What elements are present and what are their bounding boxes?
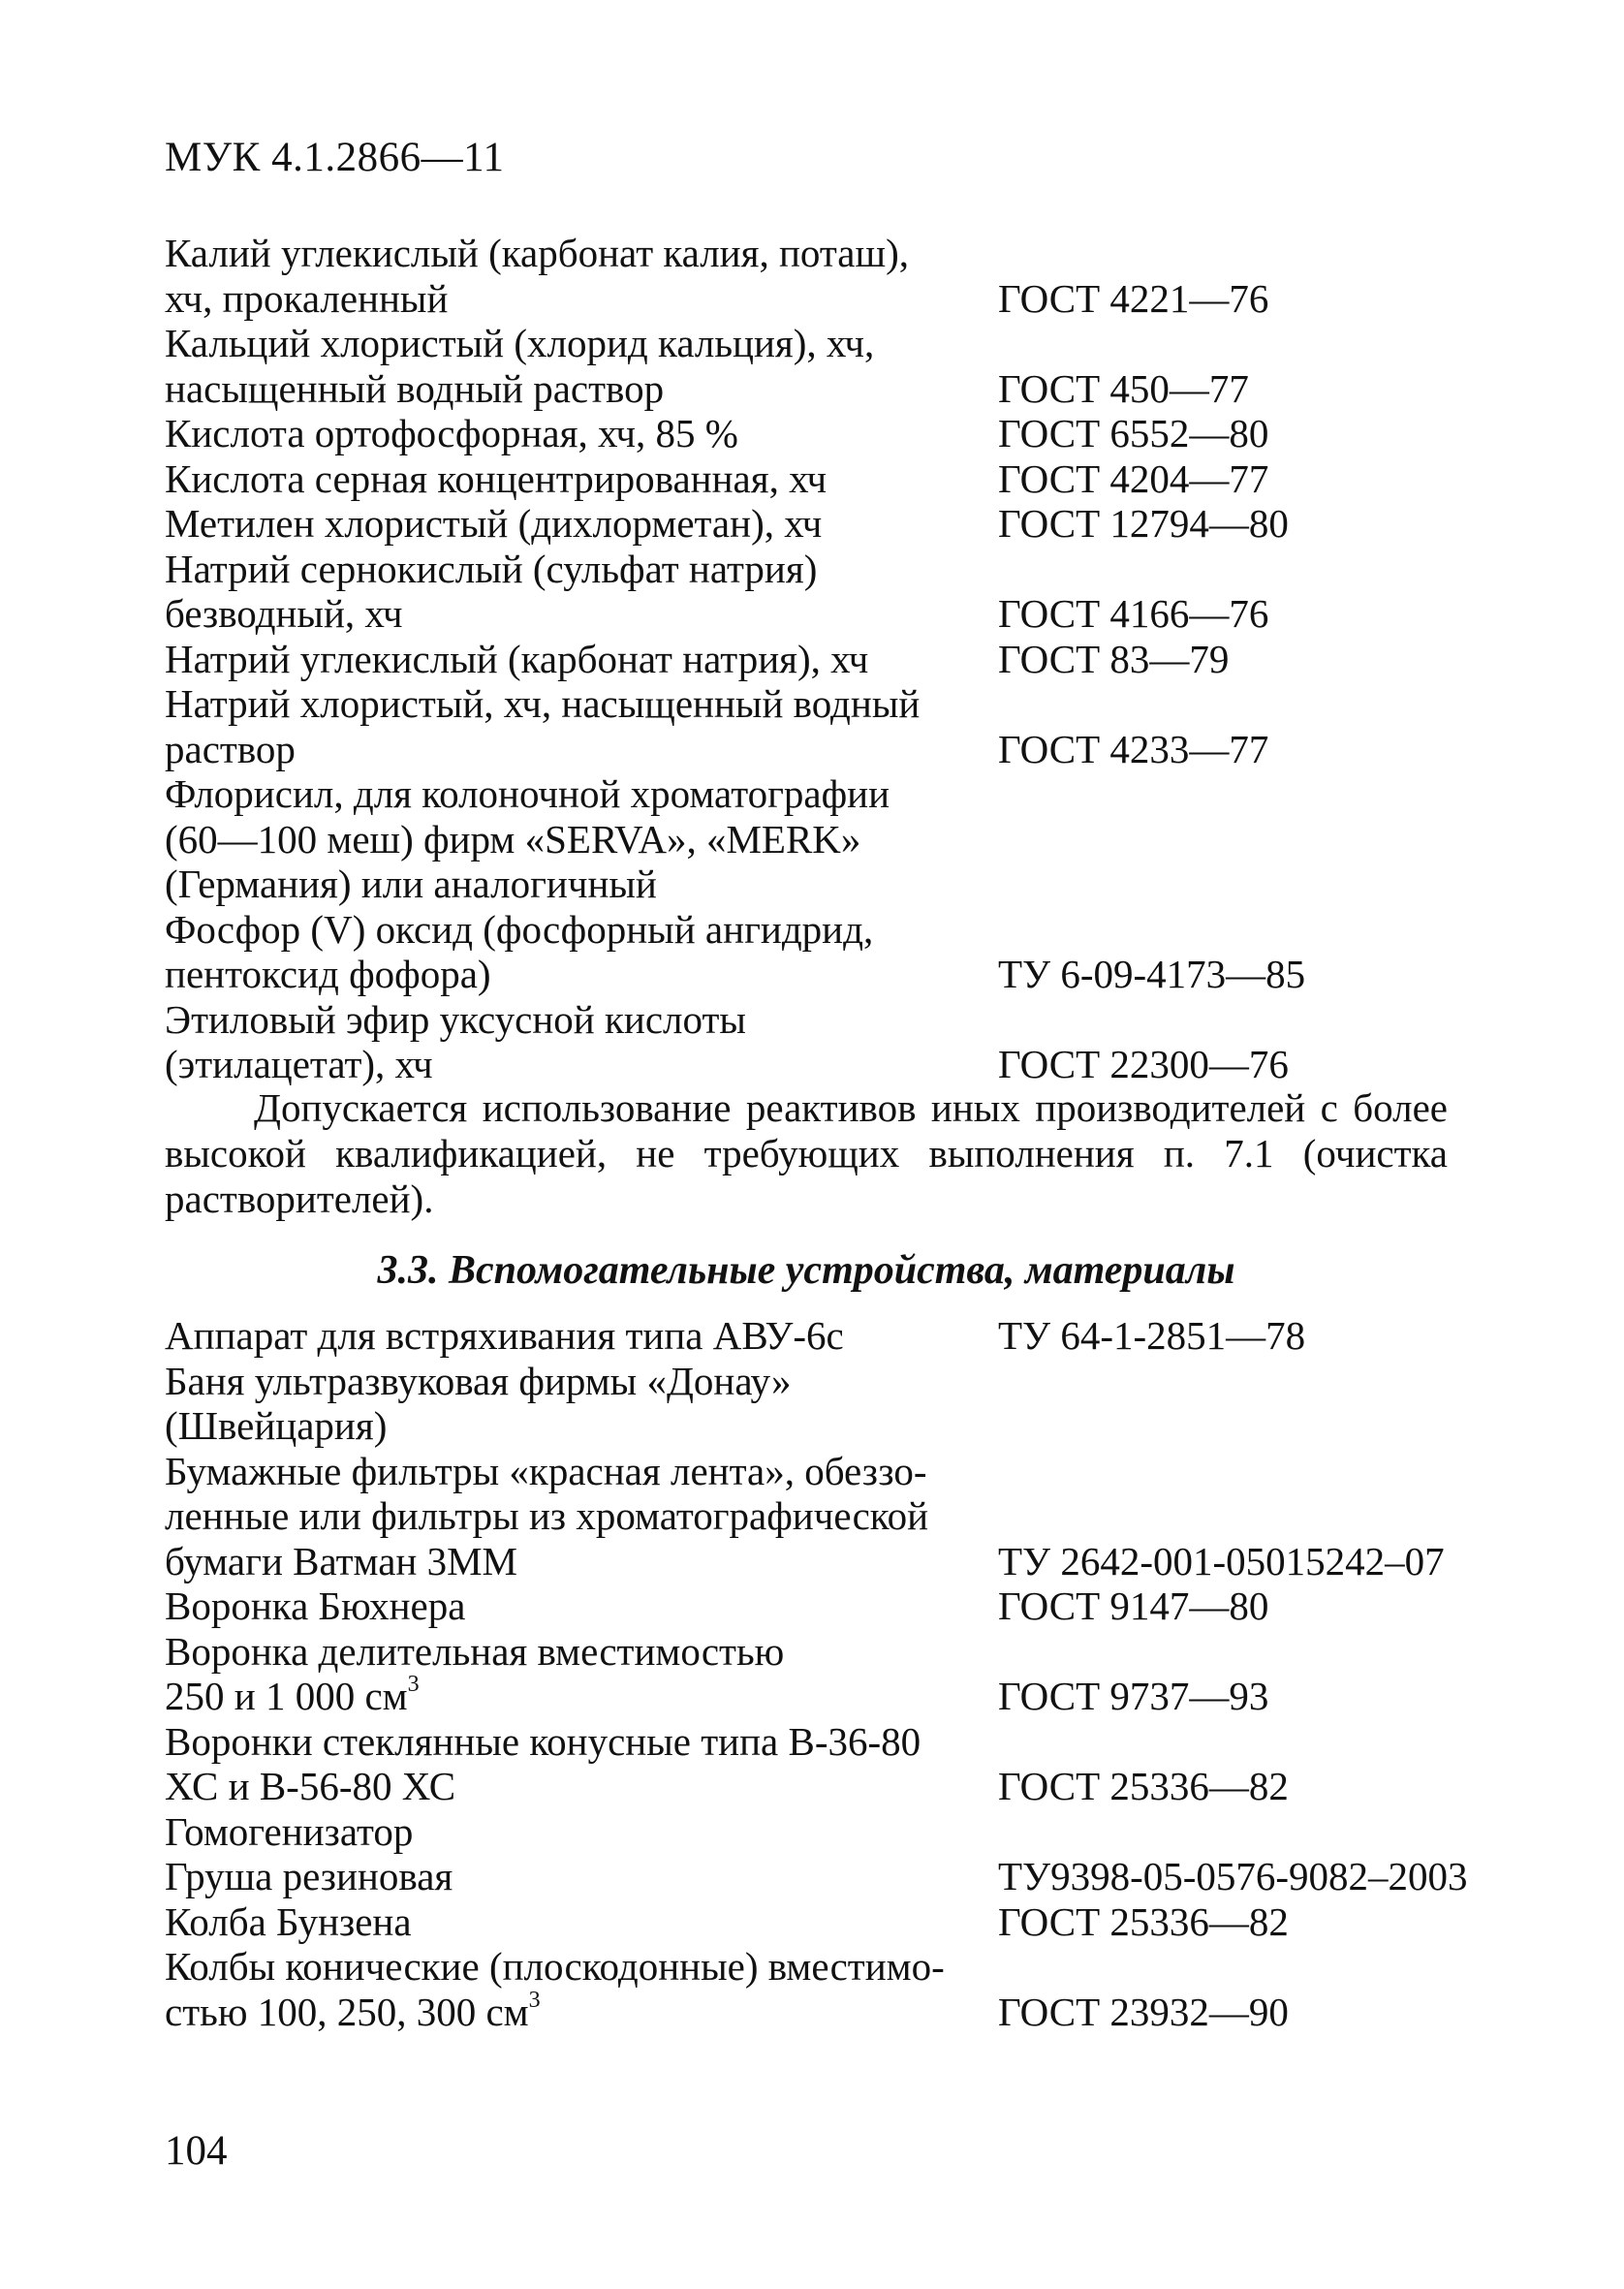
entry-line	[165, 862, 1463, 907]
item-name: (60—100 меш) фирм «SERVA», «MERK»	[165, 816, 861, 862]
entry-line	[165, 501, 1463, 547]
entry-line	[165, 907, 1463, 953]
item-name: Воронки стеклянные конусные типа В-36-80	[165, 1718, 921, 1764]
unit-exponent: 3	[528, 1987, 541, 2013]
equipment-entry	[165, 1899, 1463, 1945]
entry-line	[165, 1719, 1463, 1765]
item-name: Кальций хлористый (хлорид кальция), хч,	[165, 321, 875, 365]
entry-line	[165, 727, 1463, 772]
entry-line	[165, 411, 1463, 456]
item-standard-code: ГОСТ 4233—77	[998, 726, 1269, 771]
entry-line	[165, 547, 1463, 592]
item-standard-code: ГОСТ 22300—76	[998, 1042, 1289, 1086]
item-name: Флорисил, для колоночной хроматографии	[165, 771, 890, 816]
item-name: пентоксид фофора)	[165, 952, 491, 996]
item-name: (Швейцария)	[165, 1403, 388, 1448]
equipment-list	[165, 1313, 1468, 2034]
item-name: (Германия) или аналогичный	[165, 862, 657, 906]
entry-line	[165, 1403, 1463, 1449]
item-name: Натрий хлористый, хч, насыщенный водный	[165, 681, 921, 726]
item-name: стью 100, 250, 300 $см^3$	[165, 1987, 541, 2034]
entry-line	[165, 1359, 1463, 1404]
item-standard-code: ГОСТ 12794—80	[998, 501, 1289, 546]
entry-line	[165, 321, 1463, 366]
reagent-entry	[165, 547, 1463, 637]
item-standard-code: ТУ9398-05-0576-9082–2003	[998, 1854, 1468, 1898]
reagent-entry	[165, 681, 1463, 771]
equipment-entry	[165, 1854, 1468, 1899]
item-name: хч, прокаленный	[165, 275, 449, 321]
item-standard-code: ГОСТ 23932—90	[998, 1989, 1289, 2034]
item-name: Фосфор (V) оксид (фосфорный ангидрид,	[165, 906, 874, 952]
entry-line	[165, 952, 1463, 997]
reagent-entry	[165, 907, 1463, 997]
item-name: бумаги Ватман 3ММ	[165, 1538, 517, 1583]
entry-line	[165, 1987, 1463, 2035]
reagents-list	[165, 231, 1463, 1087]
entry-line	[165, 1629, 1463, 1675]
entry-line	[165, 1583, 1463, 1629]
item-standard-code: ГОСТ 9737—93	[998, 1674, 1269, 1718]
item-standard-code: ГОСТ 9147—80	[998, 1583, 1269, 1628]
item-name: Кислота ортофосфорная, хч, 85 %	[165, 411, 738, 455]
note-paragraph: Допускается использование реактивов иных производителей с более высокой квалификацией, не требующих выполнения п. 7.1 (очистка растворителей).	[165, 1085, 1448, 1221]
equipment-entry	[165, 1719, 1463, 1809]
entry-line	[165, 591, 1463, 637]
item-name: Кислота серная концентрированная, хч	[165, 455, 828, 501]
item-standard-code: ГОСТ 25336—82	[998, 1764, 1289, 1808]
entry-line	[165, 366, 1463, 412]
equipment-entry	[165, 1809, 1463, 1855]
page-number: 104	[165, 2128, 228, 2174]
item-name: Баня ультразвуковая фирмы «Донау»	[165, 1358, 792, 1403]
entry-line	[165, 276, 1463, 322]
reagent-entry	[165, 411, 1463, 456]
item-name: раствор	[165, 726, 296, 771]
entry-line	[165, 1313, 1463, 1359]
item-name: Колбы конические (плоскодонные) вместимо-	[165, 1944, 945, 1989]
entry-line	[165, 637, 1463, 682]
item-name: безводный, хч	[165, 591, 403, 636]
item-standard-code: ГОСТ 4221—76	[998, 275, 1269, 321]
item-standard-code: ГОСТ 450—77	[998, 365, 1249, 411]
item-standard-code: ТУ 64-1-2851—78	[998, 1313, 1306, 1358]
entry-line	[165, 771, 1463, 817]
entry-line	[165, 1764, 1463, 1809]
item-name: Метилен хлористый (дихлорметан), хч	[165, 501, 823, 546]
item-name: 250 и 1 000 $см^3$	[165, 1672, 420, 1718]
item-name: Натрий углекислый (карбонат натрия), хч	[165, 636, 869, 681]
item-standard-code: ТУ 2642-001-05015242–07	[998, 1538, 1445, 1583]
item-name: ленные или фильтры из хроматографической	[165, 1493, 929, 1538]
entry-line	[165, 1899, 1463, 1945]
section-title: 3.3. Вспомогательные устройства, материалы	[377, 1248, 1235, 1293]
equipment-entry	[165, 1629, 1463, 1719]
reagent-entry	[165, 456, 1463, 502]
reagent-entry	[165, 771, 1463, 907]
entry-line	[165, 681, 1463, 727]
item-name: Калий углекислый (карбонат калия, поташ),	[165, 231, 909, 275]
reagent-entry	[165, 637, 1463, 682]
entry-line	[165, 997, 1463, 1043]
item-name: Груша резиновая	[165, 1854, 453, 1898]
item-name: Бумажные фильтры «красная лента», обеззо-	[165, 1448, 927, 1493]
entry-line	[165, 1809, 1463, 1855]
item-name: Аппарат для встряхивания типа АВУ-6с	[165, 1313, 844, 1358]
item-standard-code: ГОСТ 6552—80	[998, 411, 1269, 455]
item-standard-code: ГОСТ 4204—77	[998, 455, 1269, 501]
entry-line	[165, 817, 1463, 862]
entry-line	[165, 1674, 1463, 1719]
entry-line	[165, 1042, 1463, 1087]
unit-exponent: 3	[407, 1672, 420, 1698]
reagent-entry	[165, 321, 1463, 411]
item-name: Колба Бунзена	[165, 1898, 412, 1944]
entry-line	[165, 1449, 1463, 1494]
reagent-entry	[165, 231, 1463, 321]
document-header: МУК 4.1.2866—11	[165, 135, 505, 180]
entry-line	[165, 1944, 1463, 1990]
item-name: Воронка Бюхнера	[165, 1583, 466, 1628]
item-standard-code: ГОСТ 25336—82	[998, 1898, 1289, 1944]
equipment-entry	[165, 1449, 1463, 1584]
item-name: Воронка делительная вместимостью	[165, 1628, 785, 1674]
entry-line	[165, 1539, 1463, 1584]
reagent-entry	[165, 997, 1463, 1087]
item-name: (этилацетат), хч	[165, 1042, 433, 1086]
entry-line	[165, 231, 1463, 276]
equipment-entry	[165, 1583, 1463, 1629]
item-standard-code: ТУ 6-09-4173—85	[998, 952, 1306, 996]
item-name: насыщенный водный раствор	[165, 365, 665, 411]
item-name: Гомогенизатор	[165, 1808, 414, 1854]
equipment-entry	[165, 1313, 1463, 1359]
equipment-entry	[165, 1359, 1463, 1449]
entry-line	[165, 456, 1463, 502]
item-standard-code: ГОСТ 4166—76	[998, 591, 1269, 636]
item-standard-code: ГОСТ 83—79	[998, 636, 1230, 681]
item-name: Этиловый эфир уксусной кислоты	[165, 996, 746, 1042]
item-name: ХС и В-56-80 ХС	[165, 1764, 456, 1808]
reagent-entry	[165, 501, 1463, 547]
item-name: Натрий сернокислый (сульфат натрия)	[165, 546, 818, 591]
entry-line	[165, 1493, 1463, 1539]
equipment-entry	[165, 1944, 1463, 2034]
entry-line	[165, 1854, 1468, 1899]
